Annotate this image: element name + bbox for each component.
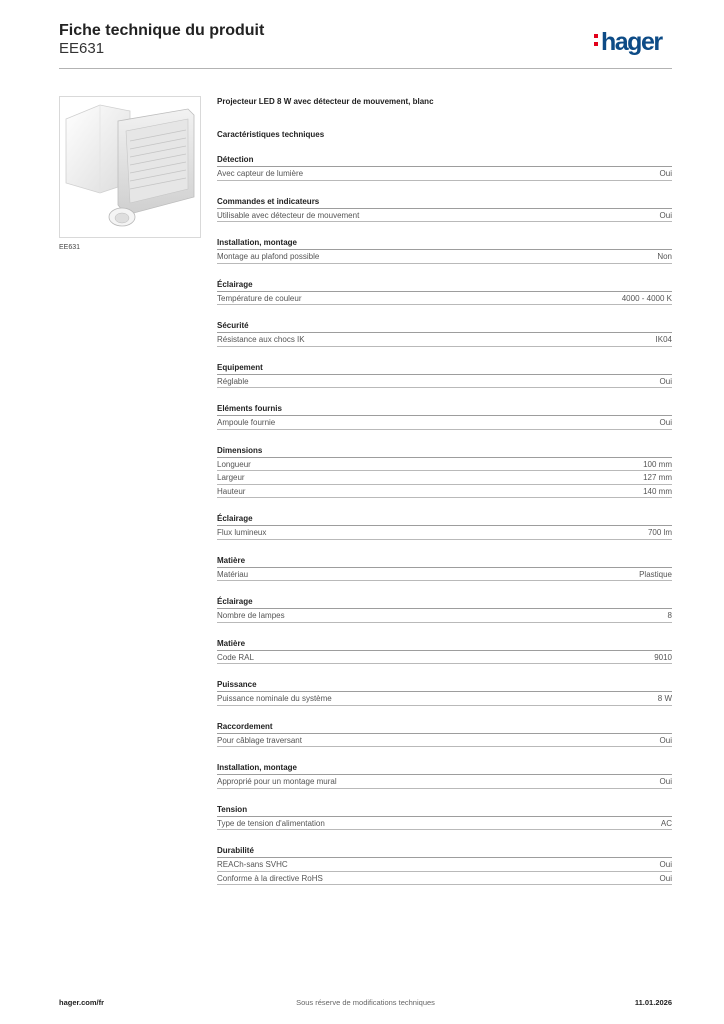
spec-group — [217, 845, 672, 885]
image-caption: EE631 — [59, 244, 81, 251]
document-header — [59, 22, 264, 58]
spec-group — [217, 804, 672, 831]
document-title: Fiche technique du produit — [59, 22, 265, 39]
spec-groups — [217, 154, 672, 885]
spec-row — [217, 651, 672, 665]
spec-group — [217, 513, 672, 540]
spec-row — [217, 416, 672, 430]
spec-label: Avec capteur de lumière — [217, 169, 304, 178]
spec-group-title: Commandes et indicateurs — [217, 196, 672, 209]
spec-label: Nombre de lampes — [217, 611, 285, 620]
spec-value: Non — [657, 252, 672, 261]
product-description: Projecteur LED 8 W avec détecteur de mouvement, blanc — [217, 97, 434, 106]
spec-value: IK04 — [655, 335, 672, 344]
footer-website: hager.com/fr — [59, 998, 105, 1007]
spec-group-title: Détection — [217, 154, 672, 167]
spec-group-title: Matière — [217, 638, 672, 651]
spec-row — [217, 471, 672, 485]
spec-value: 100 mm — [643, 459, 672, 469]
spec-group-title: Installation, montage — [217, 237, 672, 250]
spec-label: Type de tension d'alimentation — [217, 818, 325, 828]
spec-row — [217, 292, 672, 306]
spec-group — [217, 403, 672, 430]
spec-value: 8 — [667, 611, 672, 620]
spec-value: Plastique — [639, 569, 672, 579]
spec-row — [217, 692, 672, 706]
logo-text: hager — [601, 28, 662, 56]
spec-group — [217, 279, 672, 306]
footer-date: 11.01.2026 — [634, 998, 672, 1007]
spec-group — [217, 679, 672, 706]
product-image — [59, 96, 201, 238]
spec-row — [217, 209, 672, 223]
spec-group-title: Sécurité — [217, 320, 672, 333]
spec-label: Flux lumineux — [217, 528, 267, 537]
spec-value: Oui — [659, 210, 672, 220]
spec-group — [217, 638, 672, 665]
spec-label: Résistance aux chocs IK — [217, 335, 305, 344]
spec-label: Hauteur — [217, 486, 246, 496]
spec-group-title: Éclairage — [217, 596, 672, 609]
spec-value: 140 mm — [643, 486, 672, 496]
spec-label: Code RAL — [217, 652, 254, 662]
spec-label: Largeur — [217, 473, 245, 482]
spec-value: 4000 - 4000 K — [621, 293, 672, 303]
spec-group — [217, 196, 672, 223]
spec-group — [217, 445, 672, 499]
spec-group-title: Installation, montage — [217, 762, 672, 775]
spec-row — [217, 458, 672, 472]
spec-row — [217, 775, 672, 789]
footer-notice: Sous réserve de modifications techniques — [296, 998, 435, 1007]
spec-group — [217, 320, 672, 347]
spec-value: 127 mm — [643, 473, 672, 482]
spec-row — [217, 333, 672, 347]
spec-label: Approprié pour un montage mural — [217, 777, 337, 786]
spec-group-title: Matière — [217, 555, 672, 568]
spec-group — [217, 596, 672, 623]
spec-label: Pour câblage traversant — [217, 735, 302, 745]
spec-group-title: Durabilité — [217, 845, 672, 858]
spec-value: Oui — [659, 735, 672, 745]
spec-value: 700 lm — [647, 528, 672, 537]
spec-group-title: Raccordement — [217, 721, 672, 734]
floodlight-icon — [60, 97, 200, 237]
logo-dots-icon — [594, 30, 599, 50]
spec-label: Réglable — [217, 376, 249, 386]
spec-content — [217, 96, 672, 885]
spec-row — [217, 609, 672, 623]
spec-group — [217, 154, 672, 181]
hager-logo — [594, 28, 662, 56]
spec-group-title: Éclairage — [217, 513, 672, 526]
product-code: EE631 — [59, 40, 105, 57]
spec-label: Puissance nominale du système — [217, 694, 332, 703]
spec-group-title: Éclairage — [217, 279, 672, 292]
header-divider — [59, 68, 672, 69]
spec-value: Oui — [659, 376, 672, 386]
spec-value: Oui — [659, 873, 672, 883]
spec-value: 9010 — [654, 652, 672, 662]
spec-group-title: Equipement — [217, 362, 672, 375]
spec-row — [217, 526, 672, 540]
spec-row — [217, 872, 672, 886]
spec-label: Température de couleur — [217, 293, 302, 303]
spec-group-title: Tension — [217, 804, 672, 817]
spec-group-title: Dimensions — [217, 445, 672, 458]
spec-label: Matériau — [217, 569, 249, 579]
spec-row — [217, 858, 672, 872]
spec-value: Oui — [659, 169, 672, 178]
spec-group-title: Eléments fournis — [217, 403, 672, 416]
spec-label: Montage au plafond possible — [217, 252, 320, 261]
spec-row — [217, 817, 672, 831]
spec-row — [217, 485, 672, 499]
spec-group — [217, 721, 672, 748]
spec-row — [217, 568, 672, 582]
spec-group — [217, 762, 672, 789]
spec-heading: Caractéristiques techniques — [217, 130, 325, 139]
spec-label: Longueur — [217, 459, 251, 469]
spec-row — [217, 250, 672, 264]
spec-group-title: Puissance — [217, 679, 672, 692]
spec-group — [217, 237, 672, 264]
spec-row — [217, 167, 672, 181]
spec-group — [217, 555, 672, 582]
spec-value: Oui — [659, 777, 672, 786]
spec-row — [217, 734, 672, 748]
spec-label: Ampoule fournie — [217, 418, 276, 427]
spec-label: Utilisable avec détecteur de mouvement — [217, 210, 360, 220]
spec-value: Oui — [659, 860, 672, 869]
spec-value: Oui — [659, 418, 672, 427]
spec-value: 8 W — [657, 694, 672, 703]
spec-label: REACh-sans SVHC — [217, 860, 288, 869]
spec-group — [217, 362, 672, 389]
spec-value: AC — [660, 818, 672, 828]
spec-row — [217, 375, 672, 389]
spec-label: Conforme à la directive RoHS — [217, 873, 323, 883]
